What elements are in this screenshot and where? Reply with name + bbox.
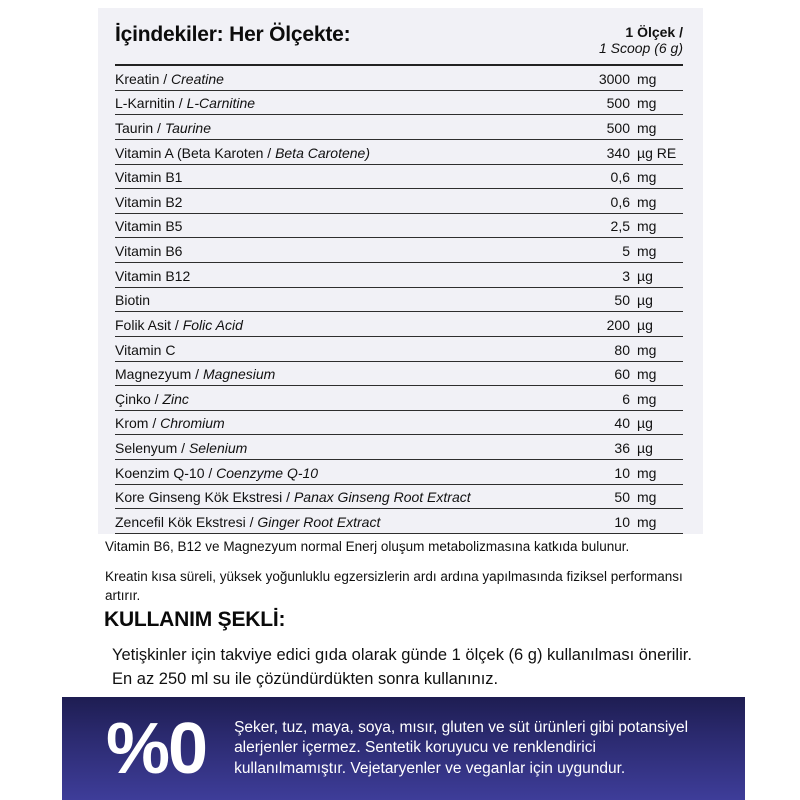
table-row: [115, 435, 683, 460]
ingredient-name: Selenyum / Selenium: [115, 440, 248, 456]
ingredient-amount: 80: [614, 341, 630, 358]
table-row: [115, 460, 683, 485]
ingredient-name: Vitamin B12: [115, 267, 191, 284]
ingredient-amount: 3: [622, 267, 630, 284]
ingredient-amount: 200: [606, 316, 630, 333]
table-row: [115, 485, 683, 510]
table-row: [115, 288, 683, 313]
table-row: [115, 66, 683, 91]
ingredient-unit: mg: [637, 489, 657, 506]
ingredient-name: Vitamin B1: [115, 169, 183, 186]
zero-percent-banner: [62, 697, 745, 800]
ingredient-amount: 340: [606, 144, 630, 161]
ingredient-amount: 36: [614, 440, 630, 456]
ingredient-unit: mg: [637, 513, 657, 530]
ingredient-name: Vitamin A (Beta Karoten / Beta Carotene): [115, 144, 371, 161]
ingredient-unit: mg: [637, 169, 657, 186]
ingredient-unit: µg: [637, 316, 653, 333]
table-row: [115, 312, 683, 337]
ingredient-unit: µg: [637, 267, 653, 284]
ingredient-name: Folik Asit / Folic Acid: [115, 316, 243, 333]
table-row: [115, 115, 683, 140]
note-creatine: Kreatin kısa süreli, yüksek yoğunluklu egzersizlerin ardı ardına yapılmasında fiziksel performansı artırır.: [105, 569, 683, 603]
ingredients-rows: [115, 66, 683, 534]
ingredient-unit: mg: [637, 119, 657, 136]
ingredient-amount: 50: [614, 489, 630, 506]
note-vitamins: Vitamin B6, B12 ve Magnezyum normal Enerj oluşum metabolizmasına katkıda bulunur.: [105, 539, 630, 554]
zero-percent-badge: %0: [106, 708, 207, 789]
ingredient-unit: mg: [637, 243, 657, 259]
ingredient-name: Zencefil Kök Ekstresi / Ginger Root Extract: [115, 513, 381, 530]
table-row: [115, 140, 683, 165]
ingredient-name: Kore Ginseng Kök Ekstresi / Panax Ginseng Root Extract: [115, 489, 471, 506]
ingredient-amount: 40: [614, 415, 630, 432]
table-row: [115, 411, 683, 436]
table-row: [115, 238, 683, 263]
usage-heading: KULLANIM ŞEKLİ:: [104, 608, 286, 631]
ingredient-amount: 500: [606, 119, 630, 136]
ingredient-name: Kreatin / Creatine: [115, 70, 224, 87]
panel-title: İçindekiler: Her Ölçekte:: [115, 23, 351, 46]
ingredients-panel: [98, 8, 703, 534]
ingredient-amount: 10: [614, 513, 630, 530]
table-row: [115, 263, 683, 288]
ingredient-name: L-Karnitin / L-Carnitine: [115, 95, 256, 112]
ingredient-unit: mg: [637, 193, 657, 210]
ingredient-name: Çinko / Zinc: [115, 390, 189, 407]
ingredient-unit: mg: [637, 366, 657, 383]
ingredient-name: Biotin: [115, 292, 151, 309]
serving-size-en: 1 Scoop (6 g): [598, 40, 683, 56]
ingredient-unit: mg: [637, 95, 657, 112]
ingredient-name: Vitamin B6: [115, 243, 183, 259]
ingredient-name: Krom / Chromium: [115, 415, 225, 432]
table-row: [115, 386, 683, 411]
allergen-statement: Şeker, tuz, maya, soya, mısır, gluten ve süt ürünleri gibi potansiyel alerjenler içermez. Sentetik koruyucu ve renklendirici kullanılmamıştır. Vejetaryenler ve veganlar için uygundur.: [234, 718, 689, 777]
table-row: [115, 91, 683, 116]
table-row: [115, 509, 683, 534]
ingredient-name: Vitamin C: [115, 341, 176, 358]
ingredient-name: Vitamin B5: [115, 218, 183, 235]
ingredient-unit: mg: [637, 218, 657, 235]
ingredient-amount: 50: [614, 292, 630, 309]
ingredient-name: Vitamin B2: [115, 193, 183, 210]
ingredient-unit: µg RE: [637, 144, 677, 161]
ingredient-unit: µg: [637, 292, 653, 309]
ingredient-amount: 2,5: [610, 218, 630, 235]
table-row: [115, 337, 683, 362]
ingredient-amount: 0,6: [610, 169, 630, 186]
ingredient-name: Taurin / Taurine: [115, 119, 211, 136]
table-row: [115, 165, 683, 190]
ingredient-amount: 3000: [598, 70, 630, 87]
ingredient-unit: mg: [637, 464, 657, 481]
ingredient-amount: 6: [622, 390, 630, 407]
ingredient-name: Magnezyum / Magnesium: [115, 366, 276, 383]
ingredient-unit: mg: [637, 341, 657, 358]
serving-size: [599, 23, 683, 56]
ingredient-name: Koenzim Q-10 / Coenzyme Q-10: [115, 464, 319, 481]
table-row: [115, 362, 683, 387]
ingredient-amount: 0,6: [610, 193, 630, 210]
ingredient-amount: 10: [614, 464, 630, 481]
table-row: [115, 214, 683, 239]
ingredient-unit: mg: [637, 390, 657, 407]
panel-header: [115, 8, 683, 66]
serving-size-tr: 1 Ölçek /: [625, 24, 683, 40]
ingredient-amount: 500: [606, 95, 630, 112]
ingredient-unit: mg: [637, 70, 657, 87]
table-row: [115, 189, 683, 214]
ingredient-amount: 5: [622, 243, 630, 259]
usage-text: Yetişkinler için takviye edici gıda olarak günde 1 ölçek (6 g) kullanılması önerilir. En az 250 ml su ile çözündürdükten sonra kullanınız.: [112, 646, 692, 688]
ingredient-amount: 60: [614, 366, 630, 383]
ingredient-unit: µg: [637, 440, 653, 456]
ingredient-unit: µg: [637, 415, 653, 432]
